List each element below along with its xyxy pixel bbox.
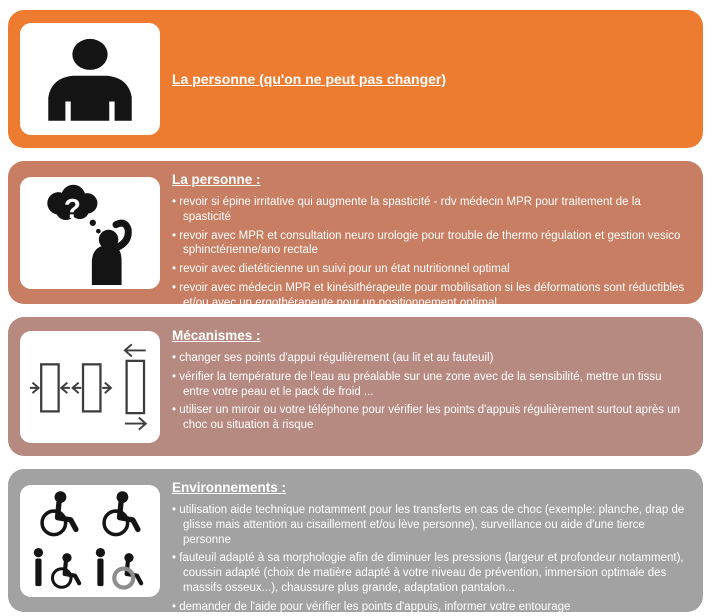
card-mecanismes [8,317,703,456]
card-mecanismes-content [160,317,703,456]
bullet-item: • revoir si épine irritative qui augmente la spasticité - rdv médecin MPR pour traitement de la spasticité [172,195,689,224]
card-la-personne-details-content [160,161,703,309]
pressure-shear-icon-box [20,331,160,443]
thinking-person-icon-box [20,177,160,289]
bullet-item: • revoir avec dietéticienne un suivi pour un état nutritionnel optimal [172,262,689,277]
card-la-personne-details [8,161,703,309]
wheelchair-access-icons [32,489,148,593]
thinking-person-icon [31,181,149,285]
bullet-item: • changer ses points d'appui régulièrement (au lit et au fauteuil) [172,351,689,366]
helper-wheelchair-icon [94,544,148,592]
bullet-item: • vérifier la température de l'eau au préalable sur une zone avec de la sensibilité, mettre un tissu entre votre peau et le pack de froid ... [172,370,689,399]
bullet-item: • utilisation aide technique notamment pour les transferts en cas de choc (exemple: planche, drap de glisse mais attention au cisaillement et/ou lève personne), surveillance ou aide d'une tierce personne [172,503,689,547]
pressure-shear-arrows-icon [29,341,151,433]
card-title: Environnements : [172,480,287,495]
card-title: La personne (qu'on ne peut pas changer) [172,70,447,87]
card-la-personne [8,10,703,148]
wheelchair-icon [34,490,84,538]
wheelchair-icon [96,490,146,538]
bullet-item: • revoir avec MPR et consultation neuro urologie pour trouble de thermo régulation et gestion vesico sphinctérienne/ano rectale [172,229,689,258]
person-icon-box [20,23,160,135]
person-icon [36,33,144,125]
wheelchair-icons-box [20,485,160,597]
card-title: Mécanismes : [172,328,261,343]
bullet-list [172,351,689,433]
bullet-item: • demander de l'aide pour vérifier les points d'appuis, informer votre entourage [172,600,689,615]
helper-wheelchair-icon [32,544,86,592]
card-environnements-content [160,469,703,612]
card-title: La personne : [172,172,261,187]
card-environnements [8,469,703,612]
bullet-list [172,503,689,614]
card-la-personne-content [160,71,703,88]
bullet-item: • utiliser un miroir ou votre téléphone pour vérifier les points d'appuis régulièrement surtout après un choc ou situation à risque [172,403,689,432]
bullet-item: • fauteuil adapté à sa morphologie afin de diminuer les pressions (largeur et profondeur notamment), coussin adapté (choix de matière adapté à votre niveau de prévention, immersion optimale des massifs osseux...), chaussure plus grande, adaptation pantalon... [172,551,689,595]
svg-text:?: ? [63,192,81,224]
bullet-list [172,195,689,329]
bullet-item: • revoir avec médecin MPR et kinésithérapeute pour mobilisation si les déformations sont réductibles et/ou avec un ergothérapeute pour un positionnement optimal [172,281,689,310]
